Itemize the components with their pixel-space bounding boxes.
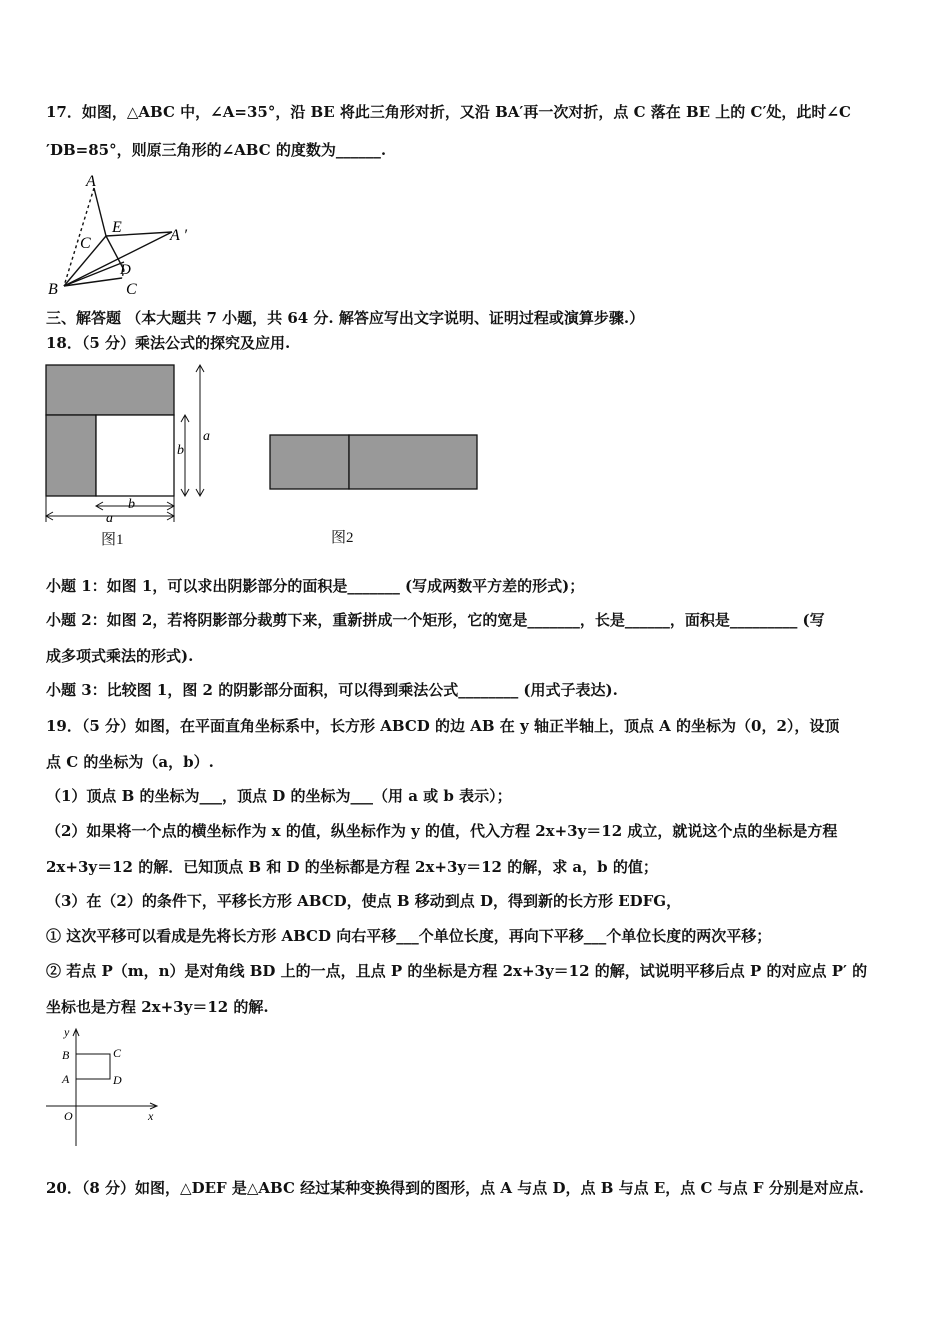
q17-label-d: D — [120, 262, 131, 278]
q19-item1: ① 这次平移可以看成是先将长方形 ABCD 向右平移___个单位长度，再向下平移___个单位长度的两次平移； — [46, 927, 772, 945]
q19-label-y: y — [64, 1025, 70, 1039]
q17-label-c-prime: C — [80, 235, 91, 252]
q18-fig1-label-a-right: a — [203, 429, 210, 444]
q18-figure2 — [268, 433, 480, 493]
q19-label-o: O — [64, 1109, 73, 1123]
q19-coordinate-figure — [40, 1024, 165, 1149]
q19-part3: （3）在（2）的条件下，平移长方形 ABCD，使点 B 移动到点 D，得到新的长方形 EDFG， — [46, 892, 682, 910]
q18-sub2-line2: 成多项式乘法的形式). — [46, 647, 194, 665]
q18-fig1-label-a-bottom: a — [106, 511, 113, 525]
q17-figure — [44, 170, 204, 298]
q19-item2-line1: ② 若点 P（m，n）是对角线 BD 上的一点，且点 P 的坐标是方程 2x+3y＝12 的解，试说明平移后点 P 的对应点 P′ 的 — [46, 962, 868, 980]
q18-fig1-caption: 图1 — [101, 532, 124, 548]
q19-label-d: D — [113, 1073, 122, 1087]
q19-label-b: B — [62, 1048, 70, 1062]
q18-title: 18．（5 分）乘法公式的探究及应用. — [46, 334, 291, 352]
q19-part2-line2: 2x+3y＝12 的解．已知顶点 B 和 D 的坐标都是方程 2x+3y＝12 的解，求 a，b 的值； — [46, 858, 658, 876]
q17-label-c: C — [126, 281, 137, 298]
q19-label-a: A — [62, 1072, 70, 1086]
q17-label-a-prime: A ′ — [170, 227, 187, 244]
q19-label-x: x — [148, 1109, 154, 1123]
q17-line1: 17．如图，△ABC 中，∠A=35°，沿 BE 将此三角形对折，又沿 BA′再一次对折，点 C 落在 BE 上的 C′处，此时∠C — [46, 103, 851, 121]
q18-fig1-label-b-right: b — [177, 443, 184, 458]
q18-sub2-line1: 小题 2：如图 2，若将阴影部分裁剪下来，重新拼成一个矩形，它的宽是_______，长是______，面积是_________ (写 — [46, 611, 825, 629]
q17-line2: ′DB=85°，则原三角形的∠ABC 的度数为______. — [46, 141, 387, 159]
q18-figure1 — [40, 360, 220, 525]
q17-label-a: A — [86, 173, 96, 190]
q19-label-c: C — [113, 1046, 122, 1060]
q17-label-e: E — [112, 219, 122, 236]
q19-part1: （1）顶点 B 的坐标为___，顶点 D 的坐标为___（用 a 或 b 表示）； — [46, 787, 512, 805]
q18-fig1-label-b-bottom: b — [128, 497, 135, 512]
q19-item2-line2: 坐标也是方程 2x+3y＝12 的解. — [46, 998, 269, 1016]
q19-line2: 点 C 的坐标为（a，b）. — [46, 753, 214, 771]
q18-sub3: 小题 3：比较图 1，图 2 的阴影部分面积，可以得到乘法公式________ (用式子表达). — [46, 681, 618, 699]
q17-label-b: B — [48, 281, 58, 298]
q18-sub1: 小题 1：如图 1，可以求出阴影部分的面积是_______ (写成两数平方差的形式)； — [46, 577, 585, 595]
section3-heading: 三、解答题 （本大题共 7 小题，共 64 分. 解答应写出文字说明、证明过程或演算步骤.） — [46, 309, 645, 327]
q20-text: 20．（8 分）如图，△DEF 是△ABC 经过某种变换得到的图形，点 A 与点 D，点 B 与点 E，点 C 与点 F 分别是对应点. — [46, 1179, 864, 1197]
q19-part2-line1: （2）如果将一个点的横坐标作为 x 的值，纵坐标作为 y 的值，代入方程 2x+3y＝12 成立，就说这个点的坐标是方程 — [46, 822, 838, 840]
q19-line1: 19．（5 分）如图，在平面直角坐标系中，长方形 ABCD 的边 AB 在 y 轴正半轴上，顶点 A 的坐标为（0，2），设顶 — [46, 717, 840, 735]
q18-fig2-caption: 图2 — [331, 530, 354, 546]
